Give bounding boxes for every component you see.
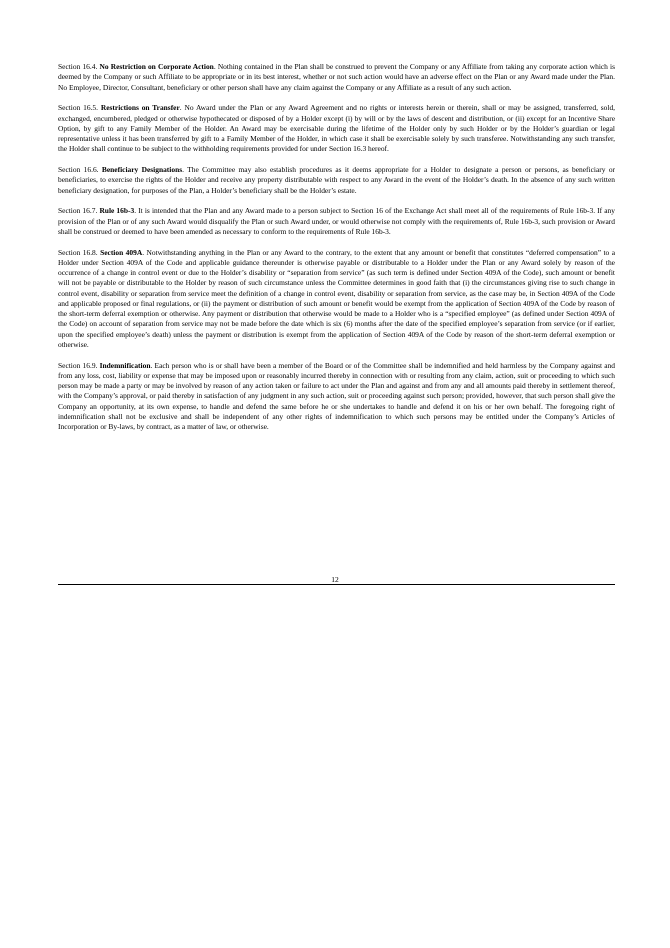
section-body: . No Award under the Plan or any Award Agreement and no rights or interests herein or therein, shall or may be assigned, transferred, sold, exchanged, encumbered, pledged or otherwise hypothecated or disposed of by a Holder except (i) by will or by the laws of descent and distribution, or (ii) except for an Incentive Share Option, by gift to any Family Member of the Holder. An Award may be exercisable during the lifetime of the Holder only by such Holder or by the Holder’s guardian or legal representative unless it has been transferred by gift to a Family Member of the Holder, in which case it shall be exercisable solely by such transferee. Notwithstanding any such transfer, the Holder shall continue to be subject to the withholding requirements provided for under Section 16.3 hereof.: [58, 103, 616, 154]
section-body: . Each person who is or shall have been a member of the Board or of the Committee shall be indemnified and held harmless by the Company against and from any loss, cost, liability or expense that may be imposed upon or reasonably incurred thereby in connection with or resulting from any claim, action, suit or proceeding to which such person may be made a party or may be involved by reason of any action taken or failure to act under the Plan and against and from any and all amounts paid thereby in settlement thereof, with the Company’s approval, or paid thereby in satisfaction of any judgment in any such action, suit or proceeding against such person; provided, however, that such person shall give the Company an opportunity, at its own expense, to handle and defend the same before he or she undertakes to handle and defend it on his or her own behalf. The foregoing right of indemnification shall not be exclusive and shall be independent of any other rights of indemnification to which such persons may be entitled under the Company’s Articles of Incorporation or By-laws, by contract, as a matter of law, or otherwise.: [58, 360, 615, 431]
section-heading: Indemnification: [99, 360, 151, 370]
document-body: [58, 62, 615, 443]
section-body: . The Committee may also establish procedures as it deems appropriate for a Holder to designate a person or persons, as beneficiary or beneficiaries, to exercise the rights of the Holder and receive any property distributable with respect to any Award in the event of the Holder’s death. In the absence of any such written beneficiary designation, for purposes of the Plan, a Holder’s beneficiary shall be the Holder’s estate.: [58, 165, 616, 195]
section-16-4: [58, 62, 615, 93]
section-heading: Restrictions on Transfer: [100, 103, 180, 113]
section-body: . It is intended that the Plan and any Award made to a person subject to Section 16 of the Exchange Act shall meet all of the requirements of Rule 16b-3. If any provision of the Plan or of any such Award would disqualify the Plan or such Award under, or would otherwise not comply with the requirements of, Rule 16b-3, such provision or Award shall be construed or deemed to have been amended as necessary to conform to the requirements of Rule 16b-3.: [58, 206, 615, 236]
section-number: Section 16.5.: [58, 103, 99, 113]
section-16-7: [58, 206, 615, 237]
section-16-8: [58, 248, 615, 351]
section-body: . Nothing contained in the Plan shall be construed to prevent the Company or any Affiliate from taking any corporate action which is deemed by the Company or such Affiliate to be appropriate or in its best interest, whether or not such action would have an adverse effect on the Plan or any Award made under the Plan. No Employee, Director, Consultant, beneficiary or other person shall have any claim against the Company or any Affiliate as a result of any such action.: [58, 62, 616, 92]
section-number: Section 16.7.: [58, 206, 98, 216]
section-number: Section 16.6.: [58, 165, 99, 174]
section-heading: Section 409A: [100, 247, 143, 257]
section-body: . Notwithstanding anything in the Plan or any Award to the contrary, to the extent that any amount or benefit that constitutes “deferred compensation” to a Holder under Section 409A of the Code and applicable guidance thereunder is otherwise payable or distributable to a Holder under the Plan or any Award solely by reason of the occurrence of a change in control event or due to the Holder’s disability or “separation from service” (as such term is defined under Section 409A of the Code), such amount or benefit will not be payable or distributable to the Holder by reason of such circumstance unless the Committee determines in good faith that (i) the circumstances giving rise to such change in control event, disability or separation from service meet the definition of a change in control event, disability or separation from service, as the case may be, in Section 409A of the Code and applicable proposed or final regulations, or (ii) the payment or distribution of such amount or benefit would be exempt from the application of Section 409A of the Code by reason of the short-term deferral exemption or otherwise. Any payment or distribution that otherwise would be made to a Holder who is a “specified employee” (as defined under Section 409A of the Code) on account of separation from service may not be made before the date which is six (6) months after the date of the specified employee’s separation from service (or if earlier, upon the specified employee’s death) unless the payment or distribution is exempt from the application of Section 409A of the Code by reason of the short-term deferral exemption or otherwise.: [58, 247, 615, 349]
section-16-6: [58, 165, 615, 196]
section-heading: No Restriction on Corporate Action: [99, 62, 214, 71]
section-number: Section 16.8.: [58, 247, 98, 257]
section-number: Section 16.4.: [58, 62, 98, 71]
section-heading: Rule 16b-3: [99, 206, 135, 216]
section-heading: Beneficiary Designations: [101, 165, 183, 174]
section-16-5: [58, 103, 615, 154]
section-16-9: [58, 361, 615, 433]
section-number: Section 16.9.: [58, 360, 98, 370]
footer-divider: [58, 584, 615, 585]
page-number: 12: [331, 575, 339, 584]
